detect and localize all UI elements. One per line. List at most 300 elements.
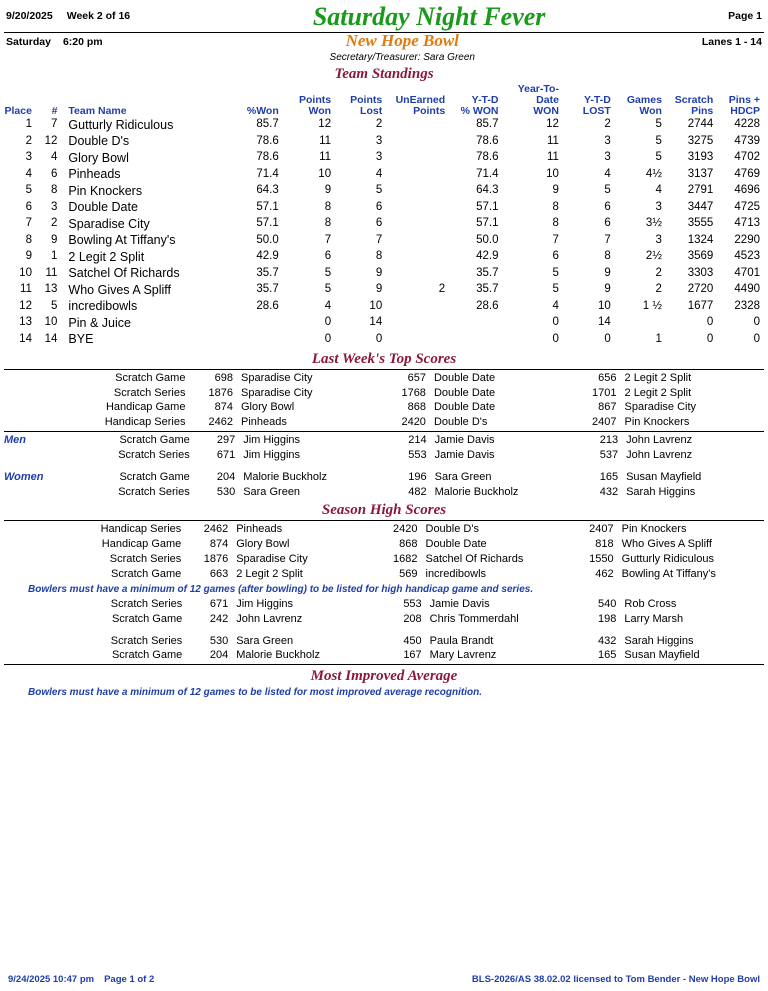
score-name-2: Malorie Buckholz [434, 485, 519, 498]
standings-points-won: 5 [324, 266, 332, 279]
col-team-name: Team Name [68, 104, 127, 117]
standings-team-number: 1 [51, 250, 58, 263]
standings-games-won: 5 [655, 151, 662, 164]
standings-team-name: Double Date [68, 200, 138, 215]
standings-ytd-pct: 35.7 [476, 283, 499, 296]
standings-pct-won: 28.6 [256, 299, 279, 312]
table-row [0, 249, 768, 266]
standings-unearned [385, 199, 448, 216]
score-name-3: Susan Mayfield [626, 470, 702, 483]
last-week-bowler-scores [0, 433, 768, 499]
standings-pins-hdcp: 4701 [734, 266, 760, 279]
score-name-2: Chris Tommerdahl [429, 612, 519, 625]
page-label: Page 1 [728, 10, 762, 22]
score-name-2: Double Date [425, 538, 487, 551]
standings-place: 8 [25, 233, 32, 246]
standings-ytd-lost: 10 [598, 299, 611, 312]
score-category-label [0, 400, 51, 415]
standings-ytd-pct: 57.1 [476, 200, 499, 213]
score-value-3: 537 [599, 448, 619, 461]
score-value-2: 214 [408, 434, 427, 447]
season-high-bowler-scores [0, 597, 768, 663]
standings-points-won: 12 [318, 118, 332, 131]
score-category-label: Women [4, 470, 44, 483]
score-value-1: 242 [209, 612, 229, 625]
standings-games-won: 5 [655, 134, 662, 147]
score-type-label: Scratch Series [109, 553, 182, 566]
score-value-2: 553 [408, 448, 427, 461]
score-type-label: Scratch Game [119, 434, 190, 447]
standings-place: 1 [25, 118, 32, 131]
standings-pins-hdcp: 4490 [734, 283, 760, 296]
score-name-1: Sparadise City [241, 386, 313, 399]
table-row [0, 150, 768, 167]
standings-scratch-pins: 3569 [687, 250, 714, 263]
standings-pins-hdcp: 0 [753, 332, 760, 345]
score-name-1: Glory Bowl [236, 538, 290, 551]
score-name-3: John Lavrenz [626, 448, 693, 461]
standings-points-won: 10 [318, 167, 332, 180]
col-pct-won: %Won [246, 104, 279, 117]
score-category-label [0, 537, 49, 552]
standings-games-won: 4½ [645, 167, 662, 180]
standings-pct-won: 35.7 [256, 283, 279, 296]
standings-unearned [385, 183, 448, 200]
score-row [0, 648, 768, 663]
standings-pins-hdcp: 4523 [734, 250, 760, 263]
standings-unearned [385, 166, 448, 183]
lanes-label: Lanes 1 - 14 [701, 36, 762, 48]
standings-ytd-lost: 3 [604, 134, 611, 147]
standings-team-name: Pinheads [68, 167, 121, 182]
col-scratch-pins-l1: Scratch [674, 93, 714, 106]
footer-left [8, 974, 154, 985]
standings-team-number: 3 [51, 200, 58, 213]
standings-pins-hdcp: 4739 [734, 134, 760, 147]
standings-unearned [385, 216, 448, 233]
spacer-row [0, 463, 768, 470]
standings-team-name: Pin & Juice [68, 315, 131, 330]
standings-team-number: 5 [51, 299, 58, 312]
subheader-left [6, 36, 103, 48]
standings-place: 10 [19, 266, 32, 279]
standings-team-number: 7 [51, 118, 58, 131]
score-name-3: Pin Knockers [621, 523, 687, 536]
standings-games-won [614, 315, 665, 332]
standings-pct-won: 78.6 [256, 134, 279, 147]
league-title: Saturday Night Fever [312, 2, 546, 31]
standings-games-won: 1 ½ [642, 299, 662, 312]
standings-ytd-lost: 14 [598, 316, 611, 329]
standings-body [0, 117, 768, 348]
score-value-2: 208 [403, 612, 422, 625]
standings-team-name: Double D's [68, 134, 130, 149]
standings-points-won: 4 [324, 299, 332, 312]
standings-games-won: 3 [655, 200, 662, 213]
score-name-1: Pinheads [241, 416, 287, 429]
season-high-team-body [0, 522, 768, 581]
standings-team-name: Pin Knockers [68, 183, 143, 198]
standings-unearned [385, 265, 448, 282]
score-value-3: 818 [595, 538, 614, 551]
standings-team-number: 4 [51, 151, 58, 164]
most-improved-note: Bowlers must have a minimum of 12 games to be listed for most improved average recognition. [28, 687, 483, 699]
table-row [0, 216, 768, 233]
score-value-2: 482 [408, 485, 427, 498]
score-type-label: Scratch Game [115, 371, 186, 384]
score-name-2: Sara Green [434, 470, 492, 483]
standings-team-number: 13 [44, 283, 58, 296]
bowling-center-name: New Hope Bowl [345, 31, 459, 50]
standings-pins-hdcp: 4696 [734, 184, 760, 197]
season-high-note: Bowlers must have a minimum of 12 games (after bowling) to be listed for high handicap game and series. [28, 583, 534, 595]
score-type-label: Handicap Series [100, 523, 182, 536]
most-improved-title: Most Improved Average [310, 668, 458, 685]
spacer-row [0, 627, 768, 634]
standings-ytd-won: 5 [552, 283, 559, 296]
report-subheader [0, 33, 768, 63]
score-value-2: 868 [407, 401, 426, 414]
standings-ytd-lost: 9 [604, 283, 611, 296]
last-week-bowler-body [0, 433, 768, 499]
standings-points-lost: 3 [375, 151, 383, 164]
col-ytd-lost-l2: LOST [582, 104, 611, 117]
score-value-3: 656 [598, 371, 617, 384]
score-value-3: 462 [595, 568, 614, 581]
last-week-team-body [0, 371, 768, 430]
standings-pins-hdcp: 4713 [734, 217, 760, 230]
footer-license: BLS-2026/AS 38.02.02 licensed to Tom Bender - New Hope Bowl [471, 974, 760, 985]
standings-games-won: 2 [655, 266, 662, 279]
score-value-2: 569 [399, 568, 418, 581]
standings-ytd-lost: 6 [604, 217, 611, 230]
standings-pins-hdcp: 0 [753, 316, 760, 329]
standings-points-lost: 9 [375, 266, 383, 279]
col-team-number: # [51, 104, 58, 117]
standings-place: 4 [25, 167, 32, 180]
season-high-bowler-body [0, 597, 768, 663]
score-value-1: 671 [216, 448, 236, 461]
day-label: Saturday [6, 36, 51, 48]
standings-place: 14 [19, 332, 32, 345]
standings-ytd-pct: 71.4 [476, 167, 499, 180]
spacer-cell [0, 463, 768, 470]
standings-ytd-won: 7 [552, 233, 559, 246]
standings-team-name: Sparadise City [68, 216, 150, 231]
score-category-label [0, 597, 50, 612]
week-label: Week 2 of 16 [66, 10, 131, 22]
score-value-1: 297 [216, 434, 236, 447]
last-week-team-scores [0, 371, 768, 430]
standings-pins-hdcp: 2290 [734, 233, 760, 246]
standings-scratch-pins: 2791 [687, 184, 714, 197]
score-category-label [0, 386, 51, 401]
score-category-label [0, 485, 59, 500]
score-row [0, 634, 768, 649]
standings-ytd-pct: 42.9 [476, 250, 499, 263]
standings-ytd-won: 0 [552, 316, 559, 329]
last-week-rule-bottom [4, 431, 764, 432]
table-row [0, 265, 768, 282]
score-row [0, 485, 768, 500]
table-row [0, 282, 768, 299]
standings-pins-hdcp: 2328 [734, 299, 760, 312]
standings-games-won: 1 [655, 332, 662, 345]
standings-points-won: 7 [324, 233, 332, 246]
standings-ytd-won: 6 [552, 250, 559, 263]
score-name-1: Sara Green [236, 634, 294, 647]
standings-ytd-lost: 0 [604, 332, 611, 345]
score-value-2: 450 [403, 634, 422, 647]
standings-games-won: 5 [655, 118, 662, 131]
score-type-label: Scratch Series [110, 597, 183, 610]
standings-unearned [385, 117, 448, 134]
standings-points-lost: 8 [375, 250, 383, 263]
score-category-label [0, 612, 50, 627]
col-ytd-pct-won [448, 84, 501, 117]
score-value-2: 1768 [401, 386, 426, 399]
col-points-won [282, 84, 334, 117]
score-name-1: Sparadise City [241, 371, 313, 384]
score-name-3: Sarah Higgins [624, 634, 694, 647]
season-high-rule-top [4, 520, 764, 521]
score-value-1: 698 [214, 371, 233, 384]
score-value-2: 167 [403, 649, 422, 662]
col-ytd-won-l1: Year-To-Date [517, 82, 559, 106]
spacer-cell [0, 627, 768, 634]
col-pins-hdcp-l1: Pins + [728, 93, 760, 106]
col-ytd-pct-l1: Y-T-D [471, 93, 499, 106]
standings-points-won: 6 [324, 250, 332, 263]
footer-timestamp: 9/24/2025 10:47 pm [8, 974, 95, 985]
standings-ytd-won: 8 [552, 200, 559, 213]
score-name-2: Double Date [433, 371, 496, 384]
score-value-3: 2407 [589, 523, 614, 536]
score-value-1: 530 [216, 485, 236, 498]
score-name-1: Sparadise City [236, 553, 308, 566]
standings-pct-won: 35.7 [256, 266, 279, 279]
col-unearned-points [385, 84, 448, 117]
header-left [6, 6, 130, 22]
standings-team-number: 6 [51, 167, 58, 180]
score-name-1: John Lavrenz [236, 612, 303, 625]
standings-points-lost: 7 [375, 233, 383, 246]
score-row [0, 522, 768, 537]
standings-pins-hdcp: 4702 [734, 151, 760, 164]
score-value-1: 1876 [208, 386, 233, 399]
standings-ytd-pct [448, 331, 501, 348]
score-type-label: Handicap Game [101, 538, 182, 551]
score-row [0, 567, 768, 582]
score-name-2: Double D's [433, 416, 488, 429]
standings-points-lost: 5 [375, 184, 383, 197]
col-ytd-won [501, 84, 561, 117]
score-row [0, 470, 768, 485]
score-type-label: Handicap Game [105, 401, 186, 414]
standings-team-name: Glory Bowl [68, 150, 129, 165]
standings-scratch-pins: 3137 [687, 167, 714, 180]
score-value-3: 432 [599, 485, 619, 498]
standings-team-number: 11 [45, 266, 58, 279]
score-value-1: 671 [209, 597, 229, 610]
score-name-2: Mary Lavrenz [429, 649, 497, 662]
standings-ytd-pct: 78.6 [476, 151, 499, 164]
standings-unearned [385, 249, 448, 266]
col-games-won [614, 84, 665, 117]
score-name-2: Double Date [433, 386, 496, 399]
score-type-label: Scratch Game [119, 470, 190, 483]
standings-team-name: Who Gives A Spliff [68, 282, 172, 297]
score-name-1: Glory Bowl [241, 401, 295, 414]
col-pins-hdcp [716, 84, 768, 117]
score-name-3: Bowling At Tiffany's [621, 568, 716, 581]
col-points-lost [334, 84, 385, 117]
standings-place: 5 [25, 184, 32, 197]
score-type-label: Scratch Series [110, 634, 183, 647]
standings-pct-won [230, 331, 282, 348]
score-name-3: John Lavrenz [626, 434, 693, 447]
table-row [0, 199, 768, 216]
score-name-3: Sarah Higgins [626, 485, 696, 498]
standings-place: 9 [25, 250, 32, 263]
standings-points-won: 0 [324, 316, 332, 329]
score-value-3: 165 [598, 649, 617, 662]
score-name-3: Pin Knockers [624, 416, 690, 429]
standings-place: 13 [19, 316, 32, 329]
col-scratch-pins-l2: Pins [691, 104, 714, 117]
col-unearned-l2: Points [413, 104, 446, 117]
score-value-2: 868 [399, 538, 418, 551]
standings-pct-won: 64.3 [256, 184, 279, 197]
table-row [0, 331, 768, 348]
standings-place: 12 [19, 299, 32, 312]
score-value-1: 2462 [203, 523, 229, 536]
score-value-3: 540 [598, 597, 617, 610]
standings-ytd-won: 12 [546, 118, 559, 131]
score-value-3: 198 [598, 612, 617, 625]
col-games-won-l2: Won [639, 104, 662, 117]
score-name-1: Jim Higgins [243, 434, 301, 447]
score-name-1: Malorie Buckholz [243, 470, 327, 483]
score-type-label: Handicap Series [104, 416, 186, 429]
standings-unearned [385, 331, 448, 348]
score-type-label: Scratch Series [118, 448, 190, 461]
standings-ytd-pct: 35.7 [476, 266, 499, 279]
standings-scratch-pins: 0 [706, 332, 714, 345]
standings-ytd-won: 8 [552, 217, 559, 230]
score-row [0, 400, 768, 415]
score-category-label [0, 415, 51, 430]
score-row [0, 448, 768, 463]
score-value-1: 204 [209, 649, 229, 662]
score-category-label [0, 371, 51, 386]
score-value-1: 2462 [208, 416, 233, 429]
score-category-label [0, 448, 59, 463]
standings-ytd-won: 9 [552, 184, 559, 197]
standings-pct-won: 57.1 [256, 200, 279, 213]
table-row [0, 298, 768, 315]
standings-unearned [385, 232, 448, 249]
col-scratch-pins [665, 84, 716, 117]
score-category-label [0, 567, 49, 582]
footer-page: Page 1 of 2 [104, 974, 155, 985]
standings-place: 3 [25, 151, 32, 164]
score-name-2: Double Date [433, 401, 496, 414]
score-row [0, 612, 768, 627]
standings-games-won: 2½ [645, 250, 662, 263]
standings-ytd-pct: 64.3 [476, 184, 499, 197]
col-ytd-won-l2: WON [533, 104, 559, 117]
score-name-1: Malorie Buckholz [236, 649, 320, 662]
standings-points-won: 8 [324, 200, 332, 213]
standings-scratch-pins: 1677 [687, 299, 714, 312]
season-high-title: Season High Scores [321, 502, 447, 519]
score-row [0, 552, 768, 567]
standings-team-name: Gutturly Ridiculous [68, 117, 174, 132]
standings-ytd-won: 5 [552, 266, 559, 279]
standings-ytd-lost: 6 [604, 200, 611, 213]
score-value-1: 530 [209, 634, 229, 647]
standings-points-lost: 2 [375, 118, 383, 131]
score-name-3: Susan Mayfield [624, 649, 700, 662]
standings-points-lost: 0 [375, 332, 383, 345]
score-name-3: Rob Cross [624, 597, 677, 610]
standings-scratch-pins: 2744 [687, 118, 714, 131]
standings-ytd-lost: 7 [604, 233, 611, 246]
standings-ytd-won: 4 [552, 299, 559, 312]
standings-games-won: 4 [655, 184, 662, 197]
col-points-lost-l1: Points [350, 93, 383, 106]
standings-games-won: 3 [655, 233, 662, 246]
score-value-1: 663 [209, 568, 229, 581]
standings-points-won: 8 [324, 217, 332, 230]
standings-points-won: 5 [324, 283, 332, 296]
score-name-3: 2 Legit 2 Split [624, 371, 692, 384]
standings-ytd-won: 10 [546, 167, 559, 180]
score-value-2: 196 [408, 470, 427, 483]
standings-points-lost: 3 [375, 134, 383, 147]
standings-points-won: 11 [319, 151, 332, 164]
report-footer [0, 974, 768, 985]
score-row [0, 597, 768, 612]
score-row [0, 386, 768, 401]
season-high-team-scores [0, 522, 768, 581]
score-value-3: 867 [598, 401, 617, 414]
table-row [0, 133, 768, 150]
col-ytd-lost-l1: Y-T-D [583, 93, 611, 106]
standings-ytd-pct: 85.7 [476, 118, 499, 131]
score-name-3: Larry Marsh [624, 612, 684, 625]
score-name-2: Jamie Davis [429, 597, 490, 610]
score-value-3: 213 [599, 434, 619, 447]
col-unearned-l1: UnEarned [395, 93, 446, 106]
secretary-line: Secretary/Treasurer: Sara Green [329, 51, 475, 63]
col-place: Place [4, 104, 32, 117]
score-type-label: Scratch Series [113, 386, 186, 399]
score-name-1: Jim Higgins [243, 448, 301, 461]
season-high-rule-bottom [4, 664, 764, 665]
standings-place: 6 [25, 200, 32, 213]
score-name-3: 2 Legit 2 Split [624, 386, 692, 399]
standings-team-name: BYE [68, 332, 94, 347]
score-value-1: 1876 [203, 553, 229, 566]
standings-ytd-lost: 8 [604, 250, 611, 263]
team-standings-table [0, 84, 768, 348]
col-points-won-l2: Won [308, 104, 332, 117]
standings-unearned [385, 150, 448, 167]
report-header [0, 0, 768, 30]
score-value-2: 1682 [393, 553, 418, 566]
